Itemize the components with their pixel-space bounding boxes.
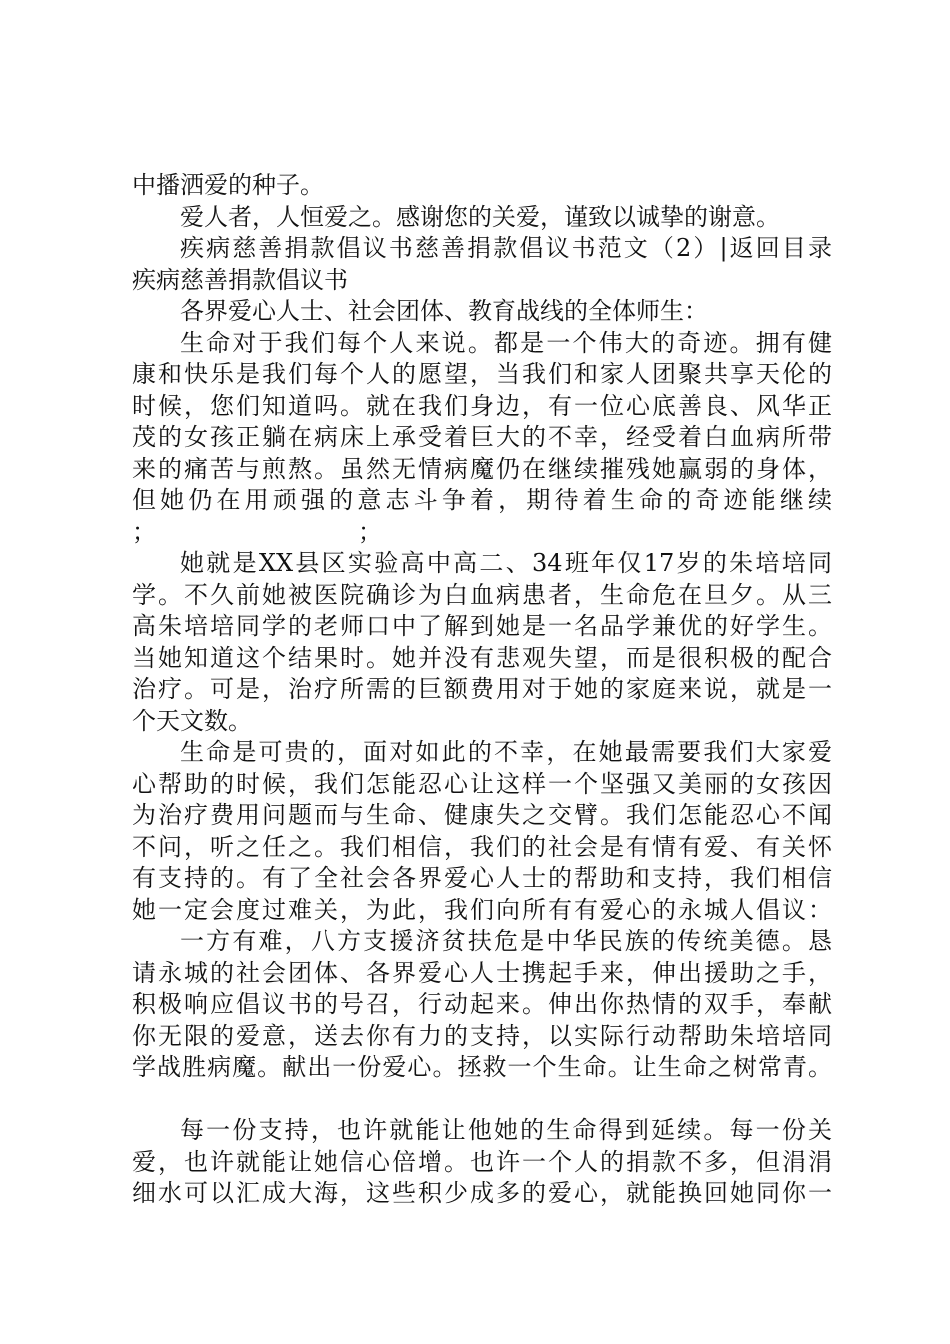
text-line: 学战胜病魔。献出一份爱心。拯救一个生命。让生命之树常青。 <box>132 1053 832 1081</box>
text-line: 积极响应倡议书的号召，行动起来。伸出你热情的双手，奉献 <box>132 990 832 1018</box>
text-line: 生命是可贵的，面对如此的不幸，在她最需要我们大家爱 <box>180 738 832 766</box>
text-line: 为治疗费用问题而与生命、健康失之交臂。我们怎能忍心不闻 <box>132 801 832 829</box>
text-line: 每一份支持，也许就能让他她的生命得到延续。每一份关 <box>180 1116 832 1144</box>
text-line: 你无限的爱意，送去你有力的支持，以实际行动帮助朱培培同 <box>132 1021 832 1050</box>
text-line: 中播洒爱的种子。 <box>132 171 324 199</box>
semicolon-mark: ； <box>358 517 382 546</box>
text-line: 不问，听之任之。我们相信，我们的社会是有情有爱、有关怀 <box>132 832 832 861</box>
text-line: 康和快乐是我们每个人的愿望，当我们和家人团聚共享天伦的 <box>132 360 832 388</box>
text-line: 疾病慈善捐款倡议书 <box>132 265 348 294</box>
text-line: 她就是XX县区实验高中高二、34班年仅17岁的朱培培同 <box>180 549 832 577</box>
text-line: 当她知道这个结果时。她并没有悲观失望，而是很积极的配合 <box>132 643 832 672</box>
text-line: 来的痛苦与煎熬。虽然无情病魔仍在继续摧残她赢弱的身体， <box>132 454 832 483</box>
text-line: 心帮助的时候，我们怎能忍心让这样一个坚强又美丽的女孩因 <box>132 769 832 798</box>
text-line: 治疗。可是，治疗所需的巨额费用对于她的家庭来说，就是一 <box>132 675 832 703</box>
text-line: 一方有难，八方支援济贫扶危是中华民族的传统美德。恳 <box>180 927 832 955</box>
semicolon-mark: ； <box>132 517 156 546</box>
text-line: 但她仍在用顽强的意志斗争着，期待着生命的奇迹能继续 <box>132 486 832 514</box>
text-line: 茂的女孩正躺在病床上承受着巨大的不幸，经受着白血病所带 <box>132 423 832 451</box>
text-line: 学。不久前她被医院确诊为白血病患者，生命危在旦夕。从三 <box>132 580 832 609</box>
salutation: 各界爱心人士、社会团体、教育战线的全体师生： <box>180 297 708 325</box>
text-line: 有支持的。有了全社会各界爱心人士的帮助和支持，我们相信 <box>132 864 832 892</box>
text-line: 她一定会度过难关，为此，我们向所有有爱心的永城人倡议： <box>132 895 832 924</box>
document-body <box>132 170 832 1210</box>
text-line: 请永城的社会团体、各界爱心人士携起手来，伸出援助之手， <box>132 958 832 987</box>
text-line: 爱人者，人恒爱之。感谢您的关爱，谨致以诚挚的谢意。 <box>180 202 780 231</box>
text-line: 细水可以汇成大海，这些积少成多的爱心，就能换回她同你一 <box>132 1179 832 1207</box>
text-line: 个天文数。 <box>132 706 252 735</box>
text-line: 疾病慈善捐款倡议书慈善捐款倡议书范文（2）|返回目录 <box>180 234 832 262</box>
semicolon-row <box>132 517 832 549</box>
text-line: 高朱培培同学的老师口中了解到她是一名品学兼优的好学生。 <box>132 612 832 640</box>
text-line: 时候，您们知道吗。就在我们身边，有一位心底善良、风华正 <box>132 391 832 420</box>
text-line: 爱，也许就能让她信心倍增。也许一个人的捐款不多，但涓涓 <box>132 1147 832 1176</box>
paragraph-gap <box>132 1084 832 1116</box>
text-line: 生命对于我们每个人来说。都是一个伟大的奇迹。拥有健 <box>180 328 832 357</box>
